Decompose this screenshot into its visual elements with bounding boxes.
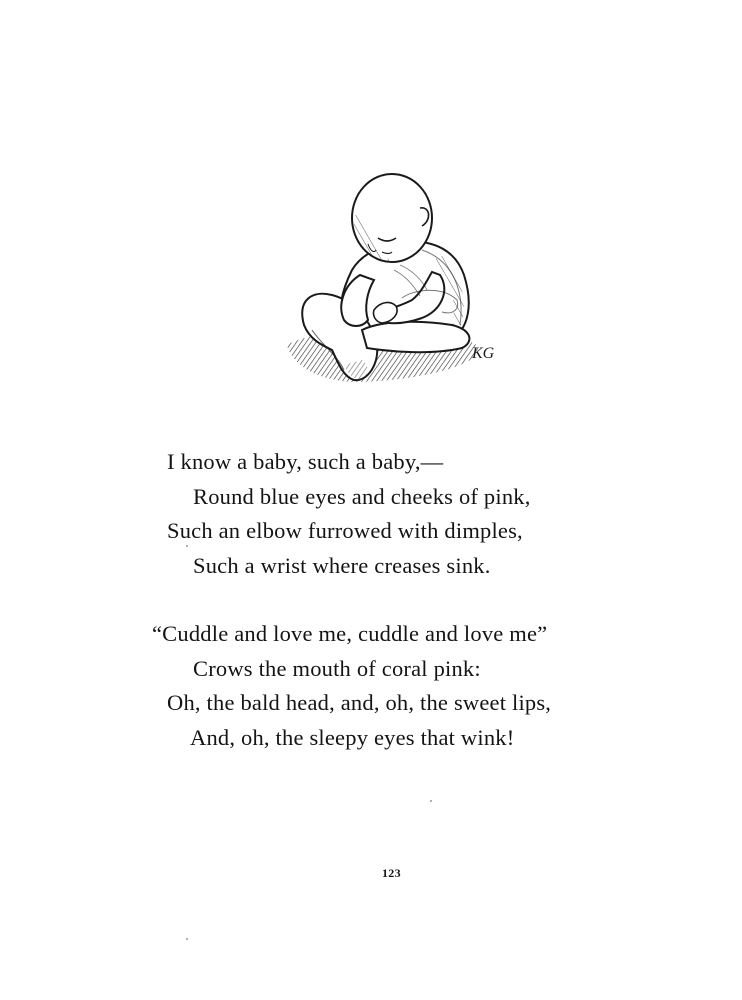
- poem-line: Such an elbow furrowed with dimples,: [167, 518, 523, 543]
- poem-line: Oh, the bald head, and, oh, the sweet lips,: [167, 690, 552, 715]
- paper-speck: [186, 938, 188, 940]
- poem-line: “Cuddle and love me, cuddle and love me”: [152, 621, 548, 646]
- poem-line: Round blue eyes and cheeks of pink,: [193, 484, 531, 509]
- poem-line: And, oh, the sleepy eyes that wink!: [190, 725, 515, 750]
- artist-monogram: KG: [472, 345, 495, 362]
- page-number: 123: [382, 866, 401, 880]
- paper-speck: [430, 800, 432, 802]
- poem-line: Crows the mouth of coral pink:: [193, 656, 481, 681]
- paper-speck: [186, 545, 188, 547]
- poem-line: I know a baby, such a baby,—: [167, 449, 444, 474]
- poem-line: Such a wrist where creases sink.: [193, 553, 491, 578]
